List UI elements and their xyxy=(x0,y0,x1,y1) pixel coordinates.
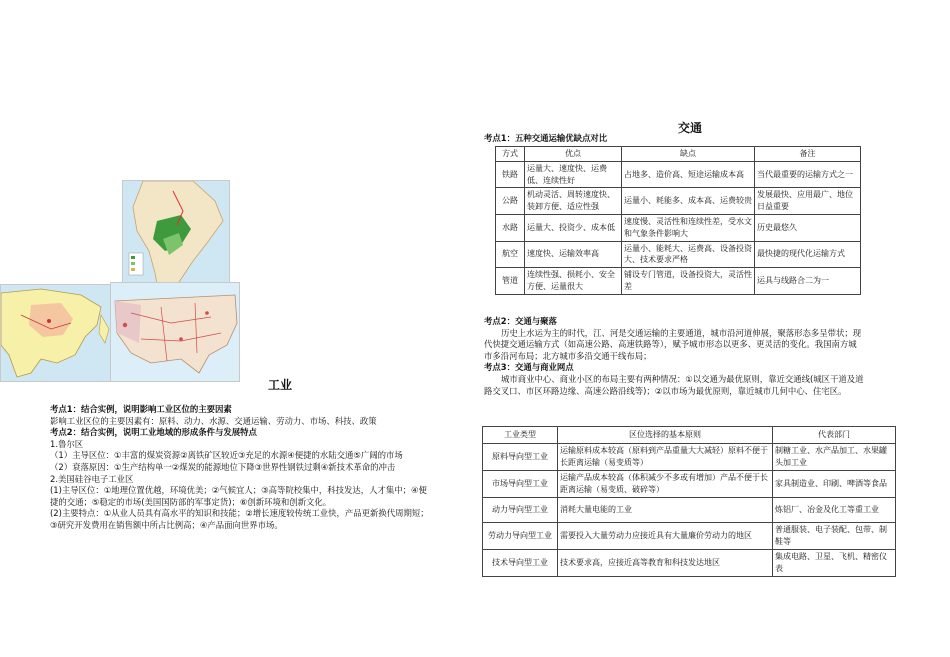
table2-cell: 运输产品成本较高（体积减少不多或有增加）产品不便于长距离运输（易变质、破碎等） xyxy=(558,471,773,498)
south-america-map-image xyxy=(122,180,230,296)
k2-title: 考点2：交通与聚落 xyxy=(484,316,557,326)
k2-line-3: 市多沿河布局；北方城市多沿交通干线布局； xyxy=(484,350,652,361)
table1-row xyxy=(496,268,861,295)
table1-row xyxy=(496,161,861,188)
industry-location-table xyxy=(482,426,896,577)
east-asia-map-image xyxy=(0,284,114,382)
table2-cell: 普通服装、电子装配、包带、制鞋等 xyxy=(773,523,896,550)
k2-line-2: 代快捷交通运输方式（如高速公路、高速铁路等），赋予城市形态以更多、更灵活的变化。我国南方城 xyxy=(484,339,857,350)
table1-cell: 铺设专门管道，设备投资大，灵活性差 xyxy=(622,268,755,295)
industry-line: (2)主要特点：①从业人员具有高水平的知识和技能；②增长速度较传统工业快，产品更新换代周期短； xyxy=(50,508,429,519)
table2-cell: 技术要求高，应接近高等教育和科技发达地区 xyxy=(558,550,773,577)
table2-cell: 需要投入大量劳动力应接近具有大量廉价劳动力的地区 xyxy=(558,523,773,550)
table2-cell: 技术导向型工业 xyxy=(483,550,558,577)
table2-cell: 集成电路、卫星、飞机、精密仪表 xyxy=(773,550,896,577)
table1-cell: 运具与线路合二为一 xyxy=(755,268,861,295)
industry-notes xyxy=(50,404,470,532)
transport-heading: 交通 xyxy=(677,121,702,135)
table2-row xyxy=(483,498,896,523)
industry-line: （2）衰落原因：①生产结构单一②煤炭的能源地位下降③世界性钢铁过剩④新技术革命的冲击 xyxy=(50,461,396,472)
table1-cell: 运量小、能耗大、运费高、设备投资大、技术要求严格 xyxy=(622,241,755,268)
table1-cell: 最快捷的现代化运输方式 xyxy=(755,241,861,268)
table2-cell: 原料导向型工业 xyxy=(483,444,558,471)
table1-row xyxy=(496,214,861,241)
table1-cell: 航空 xyxy=(496,241,525,268)
table2-cell: 市场导向型工业 xyxy=(483,471,558,498)
k2-line-1: 历史上水运为主的时代，江、河是交通运输的主要通道，城市沿河道伸展，聚落形态多呈带状；现 xyxy=(501,327,862,338)
table2-header: 区位选择的基本原则 xyxy=(558,427,773,444)
table2-cell: 家具制造业、印刷、啤酒等食品 xyxy=(773,471,896,498)
industry-line: 考点2：结合实例，说明工业地域的形成条件与发展特点 xyxy=(50,427,257,438)
table1-cell: 运量大、速度快、运费低、连续性好 xyxy=(525,161,622,188)
table2-cell: 炼铝厂、冶金及化工等重工业 xyxy=(773,498,896,523)
table1-cell: 速度慢、灵活性和连续性差，受水文和气象条件影响大 xyxy=(622,214,755,241)
table1-row xyxy=(496,188,861,215)
table1-row xyxy=(496,241,861,268)
transport-notes xyxy=(484,316,914,397)
south-america-map-icon xyxy=(123,181,229,295)
table1-header: 优点 xyxy=(525,147,622,162)
k3-line-2: 路交叉口、市区环路边缘、高速公路沿线等)；②以市场为最优原则，靠近城市几何中心、住宅区。 xyxy=(484,385,847,396)
table1-header: 方式 xyxy=(496,147,525,162)
table2-row xyxy=(483,444,896,471)
table2-cell: 动力导向型工业 xyxy=(483,498,558,523)
table1-cell: 水路 xyxy=(496,214,525,241)
table1-cell: 铁路 xyxy=(496,161,525,188)
table2-cell: 运输原料成本较高（原料到产品重量大大减轻）原料不便于长距离运输（易变质等） xyxy=(558,444,773,471)
table2-header: 工业类型 xyxy=(483,427,558,444)
usa-map-icon xyxy=(111,283,239,381)
table1-cell: 管道 xyxy=(496,268,525,295)
industry-line: 影响工业区位的主要因素有：原料、动力、水源、交通运输、劳动力、市场、科技、政策 xyxy=(50,415,377,426)
table1-cell: 当代最重要的运输方式之一 xyxy=(755,161,861,188)
table2-cell: 劳动力导向型工业 xyxy=(483,523,558,550)
industry-line: 捷的交通；⑤稳定的市场(美国国防部的军事定货)；⑥创新环境和创新文化。 xyxy=(50,496,332,507)
k3-title: 考点3：交通与商业网点 xyxy=(484,362,574,373)
transport-comparison-table xyxy=(495,146,861,295)
table2-row xyxy=(483,550,896,577)
industry-line: 2.美国硅谷电子工业区 xyxy=(50,473,134,484)
table1-header: 备注 xyxy=(755,147,861,162)
table1-cell: 机动灵活、周转速度快、装卸方便、适应性强 xyxy=(525,188,622,215)
industry-heading: 工业 xyxy=(267,378,292,392)
table1-cell: 运量大、投资少、成本低 xyxy=(525,214,622,241)
table2-row xyxy=(483,523,896,550)
table1-cell: 速度快、运输效率高 xyxy=(525,241,622,268)
industry-line: 1.鲁尔区 xyxy=(50,438,84,449)
table2-row xyxy=(483,471,896,498)
east-asia-map-icon xyxy=(1,285,113,381)
k1-title: 考点1：五种交通运输优缺点对比 xyxy=(484,133,608,143)
table1-cell: 运量小、耗能多、成本高、运费较贵 xyxy=(622,188,755,215)
table1-cell: 历史最悠久 xyxy=(755,214,861,241)
table2-cell: 消耗大量电能的工业 xyxy=(558,498,773,523)
usa-map-image xyxy=(110,282,240,382)
table1-header: 缺点 xyxy=(622,147,755,162)
k3-line-1: 城市商业中心、商业小区的布局主要有两种情况：①以交通为最优原则，靠近交通线(城区干道及道 xyxy=(501,373,864,384)
industry-line: （1）主导区位：①丰富的煤炭资源②离铁矿区较近③充足的水源④便捷的水陆交通⑤广阔的市场 xyxy=(50,450,403,461)
table1-cell: 占地多、造价高、短途运输成本高 xyxy=(622,161,755,188)
table1-cell: 发展最快、应用最广、地位日益重要 xyxy=(755,188,861,215)
industry-line: ③研究开发费用在销售额中所占比例高；④产品面向世界市场。 xyxy=(50,519,283,530)
table2-header: 代表部门 xyxy=(773,427,896,444)
industry-line: 考点1：结合实例，说明影响工业区位的主要因素 xyxy=(50,404,232,414)
industry-line: (1)主导区位：①地理位置优越，环境优美；②气候宜人；③高等院校集中，科技发达，人才集中；④便 xyxy=(50,485,427,496)
table1-cell: 连续性强、损耗小、安全方便、运量很大 xyxy=(525,268,622,295)
table2-cell: 制糖工业、水产品加工、水果罐头加工业 xyxy=(773,444,896,471)
table1-cell: 公路 xyxy=(496,188,525,215)
